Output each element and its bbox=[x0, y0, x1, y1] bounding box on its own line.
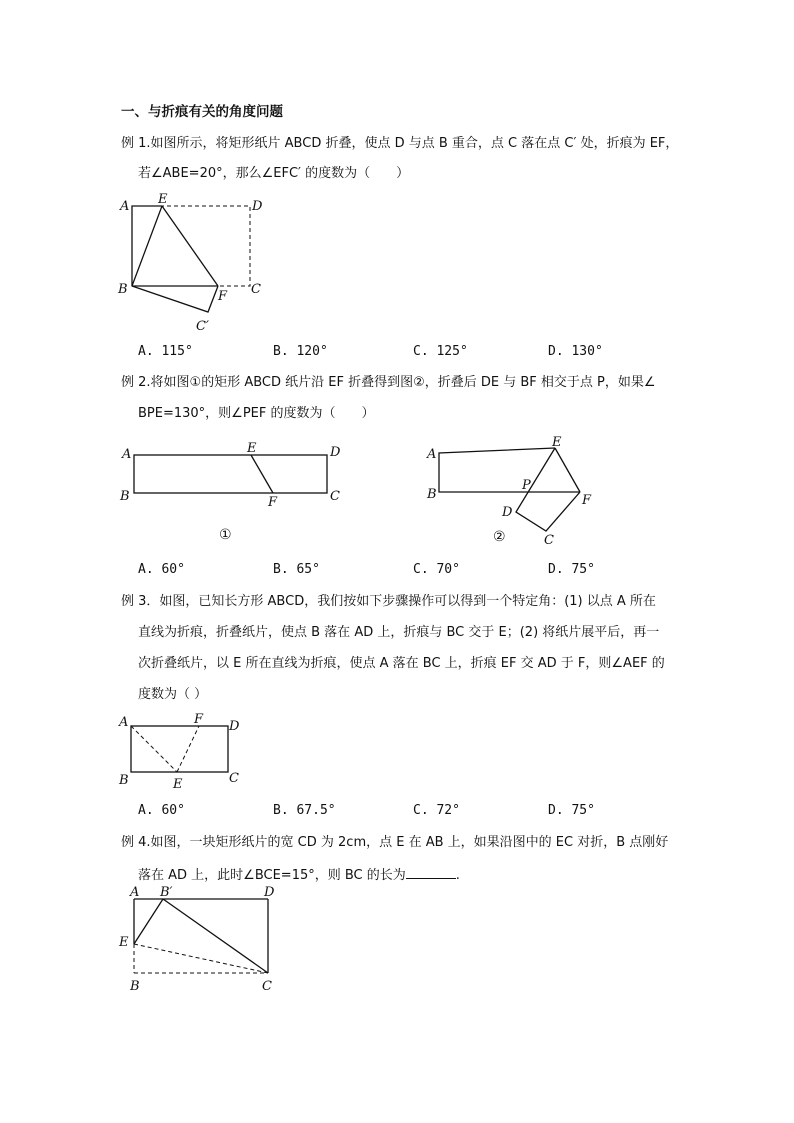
label-D: D bbox=[264, 885, 275, 900]
label-C-prime: C′ bbox=[196, 319, 209, 334]
segment-BE bbox=[132, 206, 162, 286]
label-B: B bbox=[427, 487, 437, 502]
example-4-line-2-text: 落在 AD 上，此时∠BCE=15°，则 BC 的长为 bbox=[138, 868, 406, 883]
label-B: B bbox=[120, 489, 130, 504]
example-2-line-1: 例 2.将如图①的矩形 ABCD 纸片沿 EF 折叠得到图②，折叠后 DE 与 BF 相交于点 P，如果∠ bbox=[121, 375, 656, 390]
label-B: B bbox=[130, 979, 140, 994]
figure-number-2: ② bbox=[493, 529, 506, 545]
example-2-figure-2 bbox=[420, 432, 610, 552]
example-2-line-2: BPE=130°，则∠PEF 的度数为（ ） bbox=[138, 406, 375, 421]
example-1-option-a: A. 115° bbox=[138, 344, 193, 359]
example-4-line-2-end: . bbox=[455, 868, 460, 883]
example-4-figure bbox=[110, 880, 290, 1000]
section-title: 一、与折痕有关的角度问题 bbox=[121, 104, 283, 120]
label-B-prime: B′ bbox=[160, 885, 173, 900]
label-B: B bbox=[118, 282, 128, 297]
label-F: F bbox=[582, 493, 592, 508]
crease-EF bbox=[555, 448, 580, 492]
example-3-option-d: D. 75° bbox=[548, 803, 595, 818]
example-3-line-2: 直线为折痕，折叠纸片，使点 B 落在 AD 上，折痕与 BC 交于 E；(2) 将纸片展平后，再一 bbox=[138, 625, 660, 640]
example-3-line-4: 度数为（ ） bbox=[138, 687, 208, 702]
segment-B-prime-C bbox=[163, 899, 268, 973]
example-2-option-c: C. 70° bbox=[413, 562, 460, 577]
label-C: C bbox=[330, 489, 340, 504]
example-2-figure-1 bbox=[110, 440, 370, 550]
rectangle-dashed bbox=[132, 206, 250, 286]
label-D: D bbox=[229, 719, 240, 734]
example-1-line-2: 若∠ABE=20°，那么∠EFC′ 的度数为（ ） bbox=[138, 166, 410, 181]
label-C: C bbox=[262, 979, 272, 994]
label-E: E bbox=[173, 777, 183, 792]
label-C: C bbox=[544, 533, 554, 548]
crease-AE bbox=[131, 726, 177, 772]
crease-EF bbox=[177, 726, 199, 772]
label-A: A bbox=[130, 885, 140, 900]
label-E: E bbox=[119, 935, 129, 950]
label-C: C bbox=[229, 771, 239, 786]
example-3-line-1: 例 3．如图，已知长方形 ABCD，我们按如下步骤操作可以得到一个特定角：(1) 以点 A 所在 bbox=[121, 594, 656, 609]
rectangle-ABCD bbox=[134, 455, 327, 493]
label-D: D bbox=[252, 199, 263, 214]
example-3-figure bbox=[110, 708, 250, 798]
answer-blank bbox=[406, 865, 456, 879]
label-A: A bbox=[122, 447, 132, 462]
example-1-line-1: 例 1.如图所示，将矩形纸片 ABCD 折叠，使点 D 与点 B 重合，点 C 落在点 C′ 处，折痕为 EF， bbox=[121, 136, 679, 151]
example-2-option-a: A. 60° bbox=[138, 562, 185, 577]
label-E: E bbox=[247, 441, 257, 456]
label-F: F bbox=[268, 495, 278, 510]
example-1-option-b: B. 120° bbox=[273, 344, 328, 359]
example-1-figure bbox=[110, 190, 280, 340]
example-3-option-b: B. 67.5° bbox=[273, 803, 336, 818]
label-A: A bbox=[119, 715, 129, 730]
figure-number-1: ① bbox=[219, 527, 232, 543]
label-D: D bbox=[330, 445, 341, 460]
example-1-option-d: D. 130° bbox=[548, 344, 603, 359]
label-P: P bbox=[522, 478, 531, 493]
label-E: E bbox=[552, 435, 562, 450]
crease-EF bbox=[162, 206, 218, 286]
example-1-option-c: C. 125° bbox=[413, 344, 468, 359]
label-F: F bbox=[194, 712, 204, 727]
folded-part bbox=[132, 286, 218, 312]
example-3-option-c: C. 72° bbox=[413, 803, 460, 818]
label-B: B bbox=[119, 773, 129, 788]
label-A: A bbox=[427, 447, 437, 462]
label-F: F bbox=[218, 289, 228, 304]
example-2-option-b: B. 65° bbox=[273, 562, 320, 577]
segment-EB-prime bbox=[134, 899, 163, 944]
crease-EF bbox=[251, 455, 273, 493]
example-3-line-3: 次折叠纸片，以 E 所在直线为折痕，使点 A 落在 BC 上，折痕 EF 交 AD 于 F，则∠AEF 的 bbox=[138, 656, 665, 671]
label-E: E bbox=[158, 192, 168, 207]
example-3-option-a: A. 60° bbox=[138, 803, 185, 818]
label-A: A bbox=[120, 199, 130, 214]
example-4-line-1: 例 4.如图，一块矩形纸片的宽 CD 为 2cm，点 E 在 AB 上，如果沿图中的 EC 对折，B 点刚好 bbox=[121, 835, 669, 850]
label-C: C bbox=[251, 282, 261, 297]
example-2-option-d: D. 75° bbox=[548, 562, 595, 577]
rectangle-ABCD bbox=[131, 726, 228, 772]
label-D: D bbox=[502, 505, 513, 520]
